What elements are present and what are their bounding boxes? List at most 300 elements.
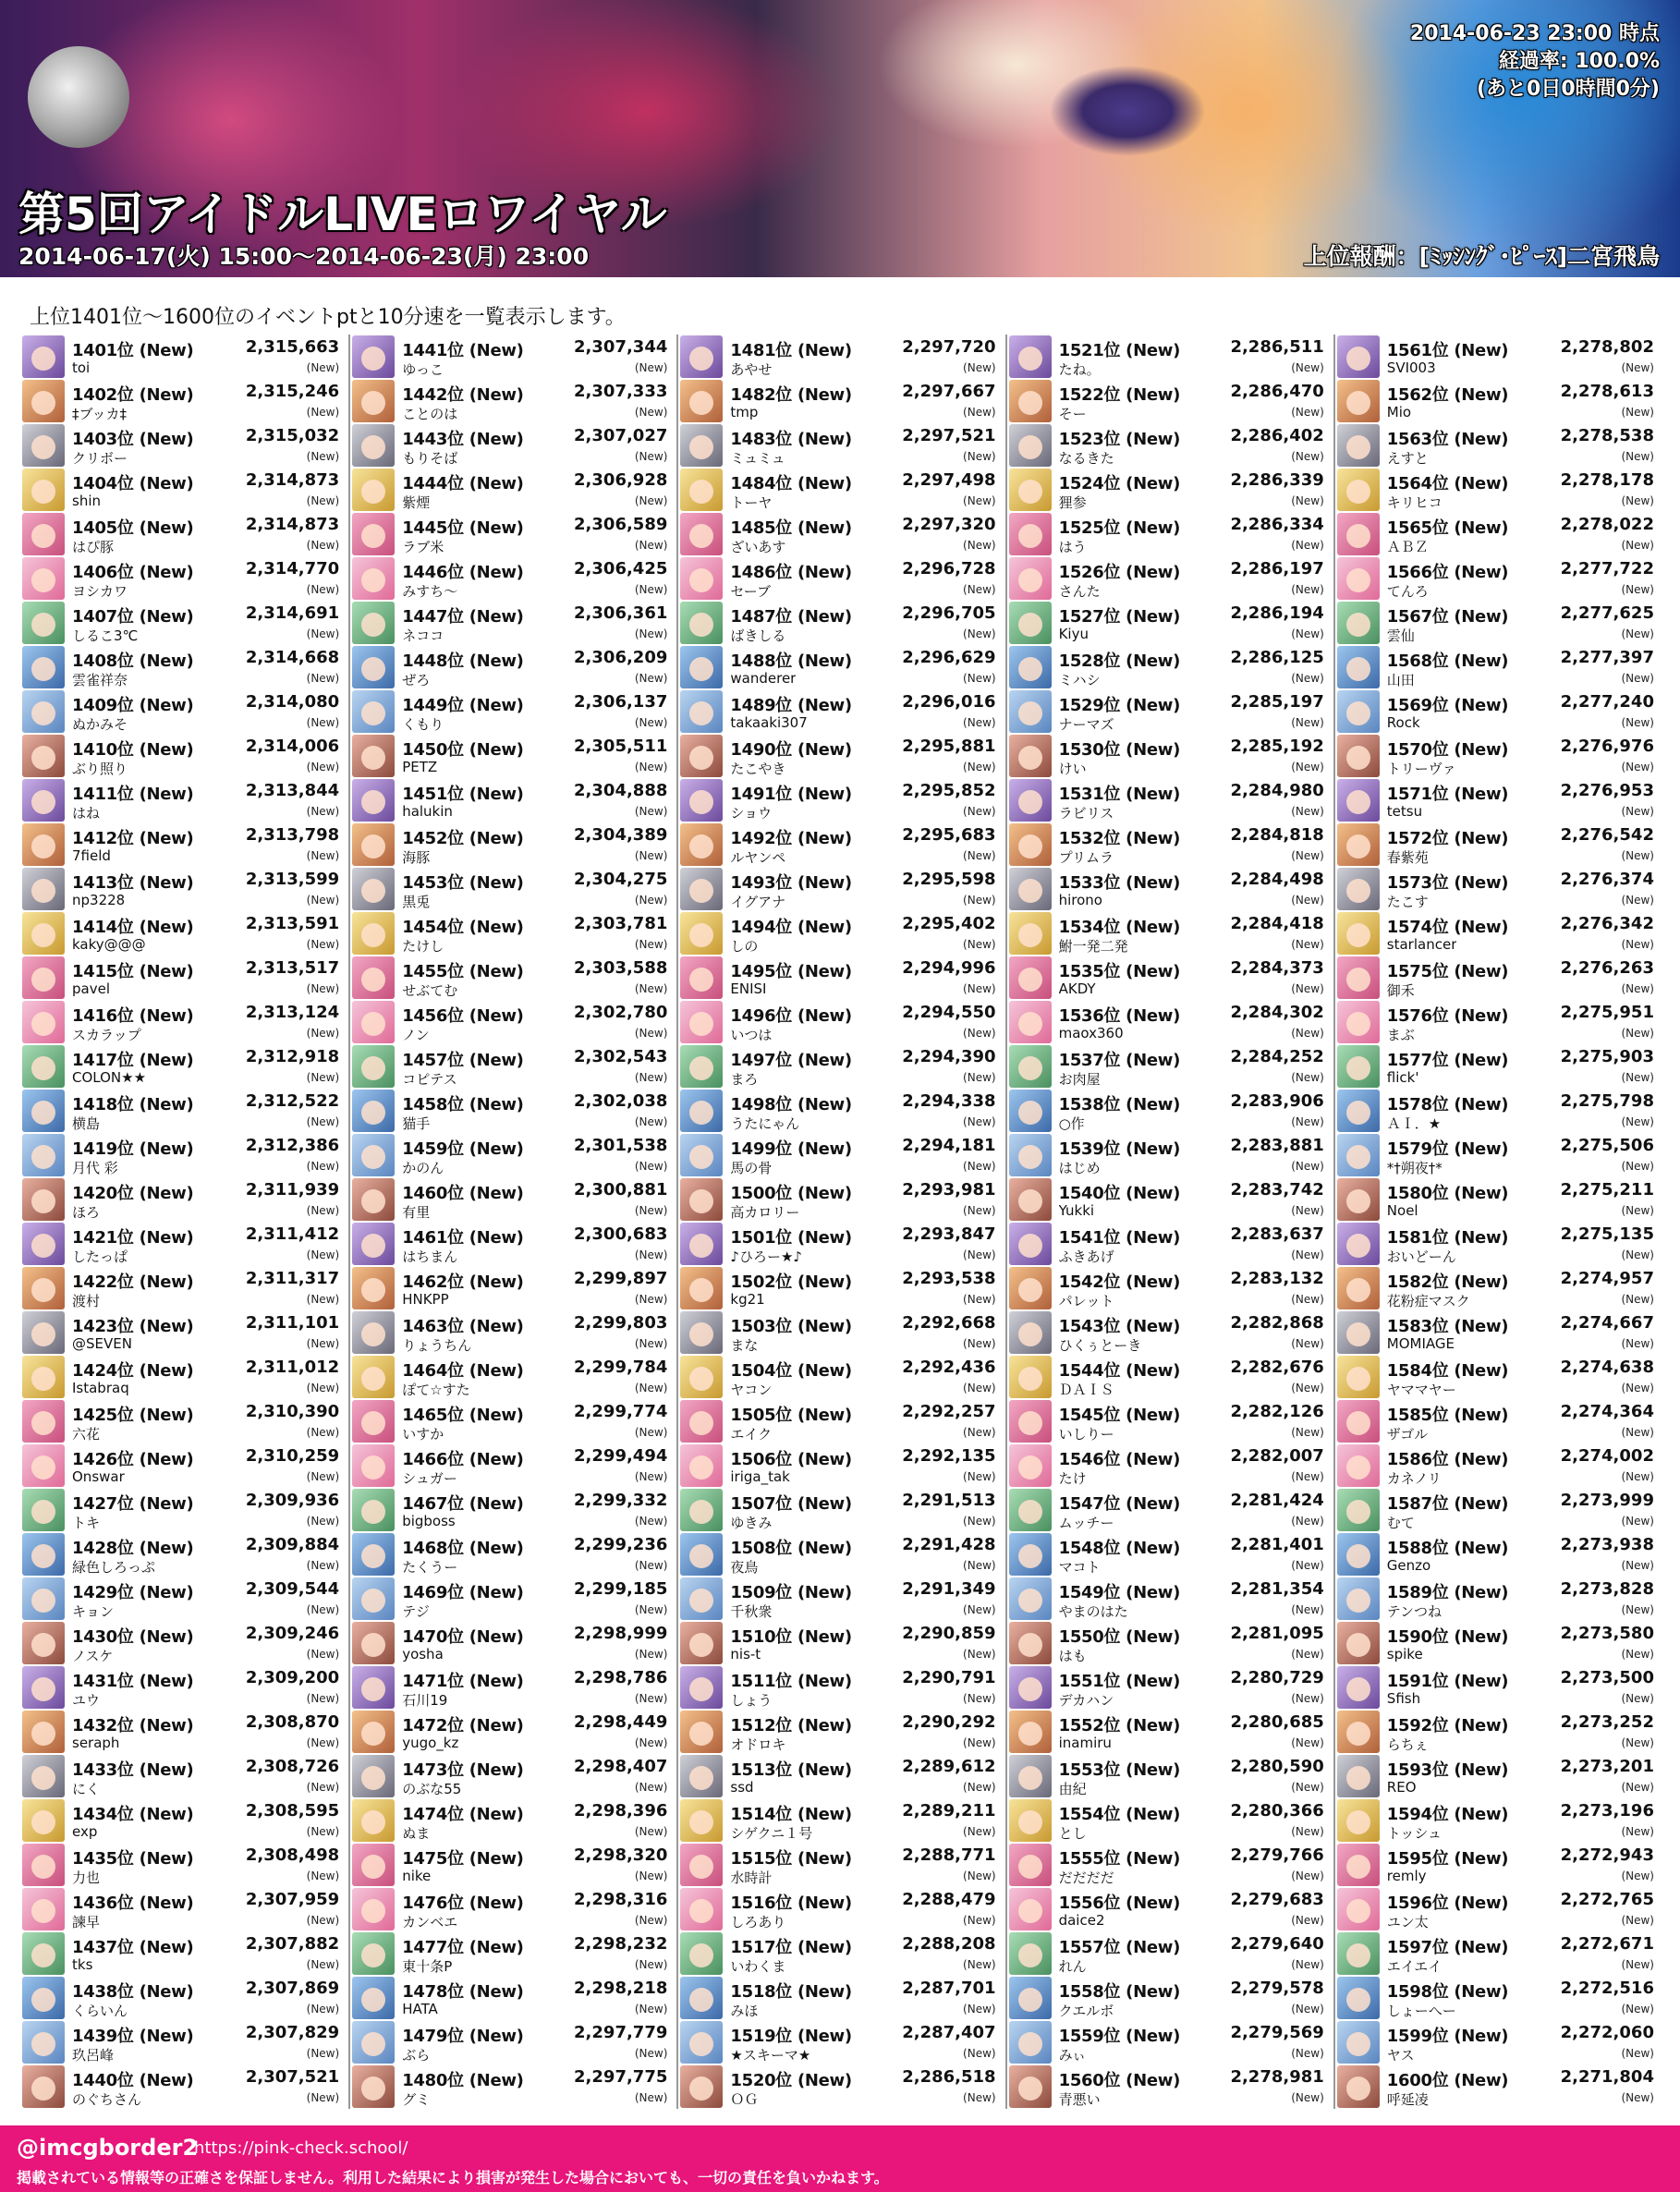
ten-min-speed: (New) (1621, 539, 1654, 552)
ranking-entry (1337, 734, 1658, 778)
event-points: 2,282,868 (1230, 1313, 1324, 1333)
player-name: kg21 (730, 1291, 765, 1308)
idol-avatar (352, 1977, 395, 2019)
ten-min-speed: (New) (963, 2003, 996, 2015)
event-points: 2,307,344 (574, 337, 668, 357)
player-name: toi (72, 359, 91, 376)
player-name: 青悪い (1058, 2091, 1101, 2108)
player-name: ノン (402, 1027, 430, 1043)
ranking-entry (680, 1931, 999, 1976)
event-points: 2,299,185 (574, 1579, 668, 1599)
event-points: 2,315,663 (245, 337, 340, 357)
rank-label: 1503位 (New) (730, 1317, 852, 1336)
player-name: bigboss (402, 1513, 456, 1529)
ranking-entry (1337, 1266, 1658, 1310)
event-points: 2,276,342 (1560, 914, 1654, 933)
rank-label: 1545位 (New) (1058, 1406, 1181, 1425)
event-points: 2,281,095 (1230, 1624, 1324, 1643)
ranking-entry (1337, 1710, 1658, 1754)
ten-min-speed: (New) (963, 716, 996, 729)
idol-avatar (1009, 1977, 1052, 2019)
idol-avatar (1337, 1178, 1380, 1221)
event-points: 2,314,873 (245, 515, 340, 534)
rank-label: 1501位 (New) (730, 1228, 852, 1248)
idol-avatar (1009, 1134, 1052, 1176)
event-points: 2,312,918 (245, 1047, 340, 1066)
ten-min-speed: (New) (634, 1027, 668, 1040)
ten-min-speed: (New) (306, 761, 340, 773)
ten-min-speed: (New) (1291, 1382, 1324, 1394)
ranking-entry (680, 911, 999, 956)
idol-avatar (680, 2065, 723, 2108)
ranking-entry (1337, 2020, 1658, 2064)
idol-avatar (680, 823, 723, 866)
event-points: 2,275,798 (1560, 1091, 1654, 1111)
idol-avatar (1009, 335, 1052, 378)
idol-avatar (352, 779, 395, 822)
rank-label: 1528位 (New) (1058, 652, 1181, 671)
ranking-entry (22, 1754, 343, 1798)
ranking-entry (1009, 1710, 1328, 1754)
rank-label: 1578位 (New) (1386, 1095, 1509, 1114)
ten-min-speed: (New) (963, 1692, 996, 1705)
event-points: 2,288,479 (902, 1890, 996, 1909)
player-name: シゲクニ１号 (730, 1825, 813, 1842)
ten-min-speed: (New) (306, 583, 340, 596)
event-points: 2,287,407 (902, 2023, 996, 2042)
player-name: オドロキ (730, 1736, 786, 1753)
ranking-entry (352, 956, 671, 1000)
player-name: りょうちん (402, 1337, 472, 1354)
idol-avatar (1009, 1444, 1052, 1487)
ranking-entry (1337, 335, 1658, 379)
player-name: ミュミュ (730, 450, 785, 467)
player-name: キョン (72, 1603, 115, 1620)
ranking-entry (22, 512, 343, 556)
rank-label: 1420位 (New) (72, 1184, 194, 1203)
site-link[interactable]: https://pink-check.school/ (194, 2138, 408, 2158)
event-points: 2,307,521 (245, 2067, 340, 2087)
player-name: ゆっこ (402, 361, 444, 378)
event-points: 2,284,818 (1230, 825, 1324, 845)
rank-label: 1443位 (New) (402, 430, 524, 449)
player-name: halukin (402, 803, 453, 820)
rank-label: 1456位 (New) (402, 1006, 524, 1026)
ten-min-speed: (New) (1621, 1869, 1654, 1882)
event-points: 2,306,928 (574, 470, 668, 490)
rank-label: 1552位 (New) (1058, 1716, 1181, 1735)
ten-min-speed: (New) (634, 1293, 668, 1306)
idol-avatar (1337, 1400, 1380, 1443)
idol-avatar (22, 1356, 65, 1398)
ranking-entry (352, 512, 671, 556)
event-points: 2,278,022 (1560, 515, 1654, 534)
player-name: トッシュ (1386, 1825, 1443, 1842)
rank-label: 1557位 (New) (1058, 1938, 1181, 1957)
rank-label: 1550位 (New) (1058, 1627, 1181, 1647)
event-points: 2,307,882 (245, 1934, 340, 1954)
ranking-entry (680, 1621, 999, 1665)
rank-label: 1558位 (New) (1058, 1982, 1181, 2002)
player-name: 春紫苑 (1386, 849, 1429, 866)
ranking-entry (352, 335, 671, 379)
ten-min-speed: (New) (1291, 1869, 1324, 1882)
ranking-entry (680, 1310, 999, 1355)
ten-min-speed: (New) (1291, 805, 1324, 818)
ten-min-speed: (New) (1621, 1515, 1654, 1528)
player-name: Yukki (1058, 1202, 1095, 1219)
ten-min-speed: (New) (306, 982, 340, 995)
event-points: 2,283,637 (1230, 1224, 1324, 1244)
ranking-entry (352, 1443, 671, 1488)
ranking-entry (680, 1266, 999, 1310)
event-points: 2,278,538 (1560, 426, 1654, 445)
rank-label: 1542位 (New) (1058, 1273, 1181, 1292)
ranking-entry (1009, 867, 1328, 911)
ten-min-speed: (New) (306, 1204, 340, 1217)
rank-label: 1529位 (New) (1058, 696, 1181, 715)
idol-avatar (352, 557, 395, 600)
idol-avatar (680, 1178, 723, 1221)
ten-min-speed: (New) (1291, 1914, 1324, 1927)
rank-label: 1513位 (New) (730, 1760, 852, 1780)
player-name: クエルボ (1058, 2003, 1114, 2019)
event-points: 2,293,538 (902, 1269, 996, 1288)
player-name: ヤママヤー (1386, 1382, 1456, 1398)
event-points: 2,275,506 (1560, 1136, 1654, 1155)
ten-min-speed: (New) (1621, 1559, 1654, 1572)
event-points: 2,283,742 (1230, 1180, 1324, 1200)
rank-label: 1559位 (New) (1058, 2027, 1181, 2046)
idol-avatar (1337, 1977, 1380, 2019)
event-status (1410, 20, 1660, 104)
rank-label: 1466位 (New) (402, 1450, 524, 1469)
ranking-entry (352, 1887, 671, 1931)
ten-min-speed: (New) (634, 627, 668, 640)
ten-min-speed: (New) (1621, 1470, 1654, 1483)
idol-avatar (680, 469, 723, 511)
event-points: 2,297,720 (902, 337, 996, 357)
rank-label: 1472位 (New) (402, 1716, 524, 1735)
rank-label: 1475位 (New) (402, 1849, 524, 1869)
player-name: np3228 (72, 892, 126, 908)
idol-avatar (1337, 1799, 1380, 1842)
idol-avatar (680, 2021, 723, 2064)
event-points: 2,313,844 (245, 781, 340, 800)
ten-min-speed: (New) (1291, 539, 1324, 552)
rank-label: 1583位 (New) (1386, 1317, 1509, 1336)
ten-min-speed: (New) (306, 805, 340, 818)
event-points: 2,292,668 (902, 1313, 996, 1333)
rank-label: 1507位 (New) (730, 1494, 852, 1514)
rank-label: 1462位 (New) (402, 1273, 524, 1292)
player-name: seraph (72, 1735, 120, 1751)
player-name: Mio (1386, 404, 1412, 420)
ten-min-speed: (New) (306, 1736, 340, 1749)
rank-label: 1518位 (New) (730, 1982, 852, 2002)
ranking-entry (1009, 1754, 1328, 1798)
idol-avatar (1337, 1888, 1380, 1930)
event-points: 2,307,027 (574, 426, 668, 445)
ranking-entry (1009, 1310, 1328, 1355)
ranking-entry (22, 778, 343, 822)
ranking-entry (22, 1976, 343, 2020)
event-points: 2,272,671 (1560, 1934, 1654, 1954)
ten-min-speed: (New) (963, 450, 996, 463)
event-points: 2,294,181 (902, 1136, 996, 1155)
player-name: いつは (730, 1027, 773, 1043)
rank-label: 1514位 (New) (730, 1805, 852, 1824)
player-name: たくうー (402, 1559, 458, 1576)
ten-min-speed: (New) (963, 1027, 996, 1040)
rank-label: 1519位 (New) (730, 2027, 852, 2046)
player-name: iriga_tak (730, 1468, 790, 1485)
player-name: 石川19 (402, 1692, 448, 1709)
event-points: 2,297,779 (574, 2023, 668, 2042)
idol-avatar (1337, 1622, 1380, 1664)
idol-avatar (1009, 1533, 1052, 1576)
idol-avatar (680, 1400, 723, 1443)
player-name: カネノリ (1386, 1470, 1442, 1487)
player-name: 御禾 (1386, 982, 1415, 999)
rank-label: 1575位 (New) (1386, 962, 1509, 981)
rank-label: 1597位 (New) (1386, 1938, 1509, 1957)
ten-min-speed: (New) (1621, 1115, 1654, 1128)
ranking-entry (1009, 1266, 1328, 1310)
ranking-entry (680, 1222, 999, 1266)
rank-label: 1489位 (New) (730, 696, 852, 715)
idol-avatar (680, 1755, 723, 1797)
event-points: 2,298,316 (574, 1890, 668, 1909)
idol-avatar (22, 1001, 65, 1043)
idol-avatar (1009, 1356, 1052, 1398)
idol-avatar (22, 1045, 65, 1088)
ranking-entry (22, 1532, 343, 1577)
idol-avatar (352, 1090, 395, 1132)
player-name: maox360 (1058, 1025, 1124, 1041)
idol-avatar (680, 424, 723, 467)
event-points: 2,297,667 (902, 382, 996, 401)
event-points: 2,280,366 (1230, 1801, 1324, 1821)
idol-avatar (1337, 1311, 1380, 1354)
rank-label: 1468位 (New) (402, 1539, 524, 1558)
ten-min-speed: (New) (1291, 1559, 1324, 1572)
player-name: プリムラ (1058, 849, 1114, 866)
ranking-entry (352, 1976, 671, 2020)
ten-min-speed: (New) (634, 1515, 668, 1528)
event-points: 2,276,263 (1560, 958, 1654, 978)
player-name: 諫早 (72, 1914, 101, 1930)
rank-label: 1598位 (New) (1386, 1982, 1509, 2002)
player-name: クリボー (72, 450, 128, 467)
event-points: 2,309,884 (245, 1535, 340, 1554)
event-points: 2,276,374 (1560, 870, 1654, 889)
event-points: 2,284,498 (1230, 870, 1324, 889)
ten-min-speed: (New) (963, 1160, 996, 1173)
ranking-entry (680, 1399, 999, 1443)
idol-avatar (1337, 1844, 1380, 1886)
player-name: 有里 (402, 1204, 431, 1221)
rank-label: 1527位 (New) (1058, 607, 1181, 627)
idol-avatar (680, 1932, 723, 1975)
event-points: 2,311,317 (245, 1269, 340, 1288)
player-name: ほろ (72, 1204, 101, 1221)
rank-label: 1486位 (New) (730, 563, 852, 582)
idol-avatar (1009, 779, 1052, 822)
player-name: くもり (402, 716, 444, 733)
player-name: ミハシ (1058, 672, 1101, 688)
idol-avatar (1337, 1577, 1380, 1620)
ten-min-speed: (New) (306, 1470, 340, 1483)
idol-avatar (680, 335, 723, 378)
event-points: 2,279,683 (1230, 1890, 1324, 1909)
idol-avatar (22, 513, 65, 555)
ranking-entry (22, 1355, 343, 1399)
player-name: はちまん (402, 1248, 458, 1265)
player-name: nis-t (730, 1646, 761, 1662)
player-name: pavel (72, 980, 110, 997)
ranking-entry (1337, 601, 1658, 645)
ten-min-speed: (New) (963, 938, 996, 951)
rank-label: 1553位 (New) (1058, 1760, 1181, 1780)
idol-avatar (680, 1444, 723, 1487)
ranking-entry (352, 1177, 671, 1222)
rank-label: 1478位 (New) (402, 1982, 524, 2002)
event-points: 2,309,246 (245, 1624, 340, 1643)
player-name: 海豚 (402, 849, 431, 866)
ranking-entry (680, 1887, 999, 1931)
idol-avatar (352, 335, 395, 378)
player-name: ナーマズ (1058, 716, 1114, 733)
ranking-entry (1009, 1443, 1328, 1488)
ten-min-speed: (New) (1621, 1160, 1654, 1173)
ranking-entry (22, 1621, 343, 1665)
event-points: 2,286,402 (1230, 426, 1324, 445)
ten-min-speed: (New) (1291, 672, 1324, 685)
event-points: 2,284,252 (1230, 1047, 1324, 1066)
ranking-entry (352, 556, 671, 601)
ranking-column (1007, 335, 1335, 2109)
ten-min-speed: (New) (1621, 672, 1654, 685)
player-name: REO (1386, 1779, 1417, 1796)
event-points: 2,307,829 (245, 2023, 340, 2042)
player-name: 狸参 (1058, 494, 1087, 511)
ranking-entry (352, 1665, 671, 1710)
idol-avatar (1009, 1888, 1052, 1930)
ranking-entry (1009, 2020, 1328, 2064)
player-name: みほ (730, 2003, 759, 2019)
ranking-entry (680, 778, 999, 822)
idol-avatar (1009, 868, 1052, 910)
player-name: ふきあげ (1058, 1248, 1114, 1265)
player-name: グミ (402, 2091, 431, 2108)
ten-min-speed: (New) (1621, 1248, 1654, 1261)
ranking-entry (22, 822, 343, 867)
player-name: ばきしる (730, 627, 786, 644)
event-points: 2,309,936 (245, 1491, 340, 1510)
idol-avatar (22, 1090, 65, 1132)
ranking-entry (1009, 1000, 1328, 1044)
ten-min-speed: (New) (963, 1115, 996, 1128)
ranking-column (678, 335, 1006, 2109)
rank-label: 1442位 (New) (402, 385, 524, 405)
rank-label: 1539位 (New) (1058, 1139, 1181, 1159)
idol-avatar (352, 513, 395, 555)
player-name: はぴ豚 (72, 539, 115, 555)
idol-avatar (352, 690, 395, 733)
rank-label: 1453位 (New) (402, 873, 524, 893)
idol-avatar (1337, 1444, 1380, 1487)
ten-min-speed: (New) (306, 494, 340, 507)
ten-min-speed: (New) (1291, 894, 1324, 907)
ten-min-speed: (New) (1621, 361, 1654, 374)
player-name: AKDY (1058, 980, 1096, 997)
event-points: 2,300,881 (574, 1180, 668, 1200)
ten-min-speed: (New) (634, 539, 668, 552)
event-points: 2,303,588 (574, 958, 668, 978)
idol-avatar (1009, 1799, 1052, 1842)
ten-min-speed: (New) (634, 849, 668, 862)
event-points: 2,313,124 (245, 1003, 340, 1022)
idol-avatar (352, 1711, 395, 1753)
ten-min-speed: (New) (1621, 494, 1654, 507)
event-points: 2,296,016 (902, 692, 996, 712)
player-name: ぽて☆すた (402, 1382, 470, 1398)
event-points: 2,299,332 (574, 1491, 668, 1510)
ten-min-speed: (New) (306, 1027, 340, 1040)
ranking-entry (1337, 956, 1658, 1000)
player-name: @SEVEN (72, 1335, 132, 1352)
event-points: 2,295,683 (902, 825, 996, 845)
ten-min-speed: (New) (1291, 406, 1324, 419)
player-name: しの (730, 938, 759, 955)
ten-min-speed: (New) (963, 1958, 996, 1971)
ranking-entry (680, 379, 999, 423)
ten-min-speed: (New) (963, 583, 996, 596)
ranking-entry (22, 911, 343, 956)
event-points: 2,275,951 (1560, 1003, 1654, 1022)
ten-min-speed: (New) (963, 672, 996, 685)
idol-avatar (1009, 1577, 1052, 1620)
ranking-entry (1337, 1532, 1658, 1577)
ten-min-speed: (New) (1621, 1071, 1654, 1084)
ten-min-speed: (New) (1621, 1382, 1654, 1394)
twitter-handle[interactable]: @imcgborder2 (17, 2135, 199, 2161)
player-name: デカハン (1058, 1692, 1114, 1709)
ranking-entry (1009, 335, 1328, 379)
ten-min-speed: (New) (306, 1515, 340, 1528)
rank-label: 1469位 (New) (402, 1583, 524, 1602)
idol-avatar (1009, 1223, 1052, 1265)
ranking-entry (22, 601, 343, 645)
ten-min-speed: (New) (963, 2047, 996, 2060)
ten-min-speed: (New) (306, 938, 340, 951)
event-points: 2,299,803 (574, 1313, 668, 1333)
rank-label: 1406位 (New) (72, 563, 194, 582)
player-name: 由紀 (1058, 1781, 1087, 1797)
event-points: 2,311,012 (245, 1358, 340, 1377)
rank-label: 1438位 (New) (72, 1982, 194, 2002)
player-name: 雲雀祥奈 (72, 672, 128, 688)
player-name: MOMIAGE (1386, 1335, 1455, 1352)
rank-label: 1407位 (New) (72, 607, 194, 627)
ten-min-speed: (New) (963, 1559, 996, 1572)
ten-min-speed: (New) (306, 2003, 340, 2015)
rank-label: 1512位 (New) (730, 1716, 852, 1735)
ten-min-speed: (New) (634, 1692, 668, 1705)
rank-label: 1491位 (New) (730, 785, 852, 804)
player-name: ○作 (1058, 1115, 1085, 1132)
